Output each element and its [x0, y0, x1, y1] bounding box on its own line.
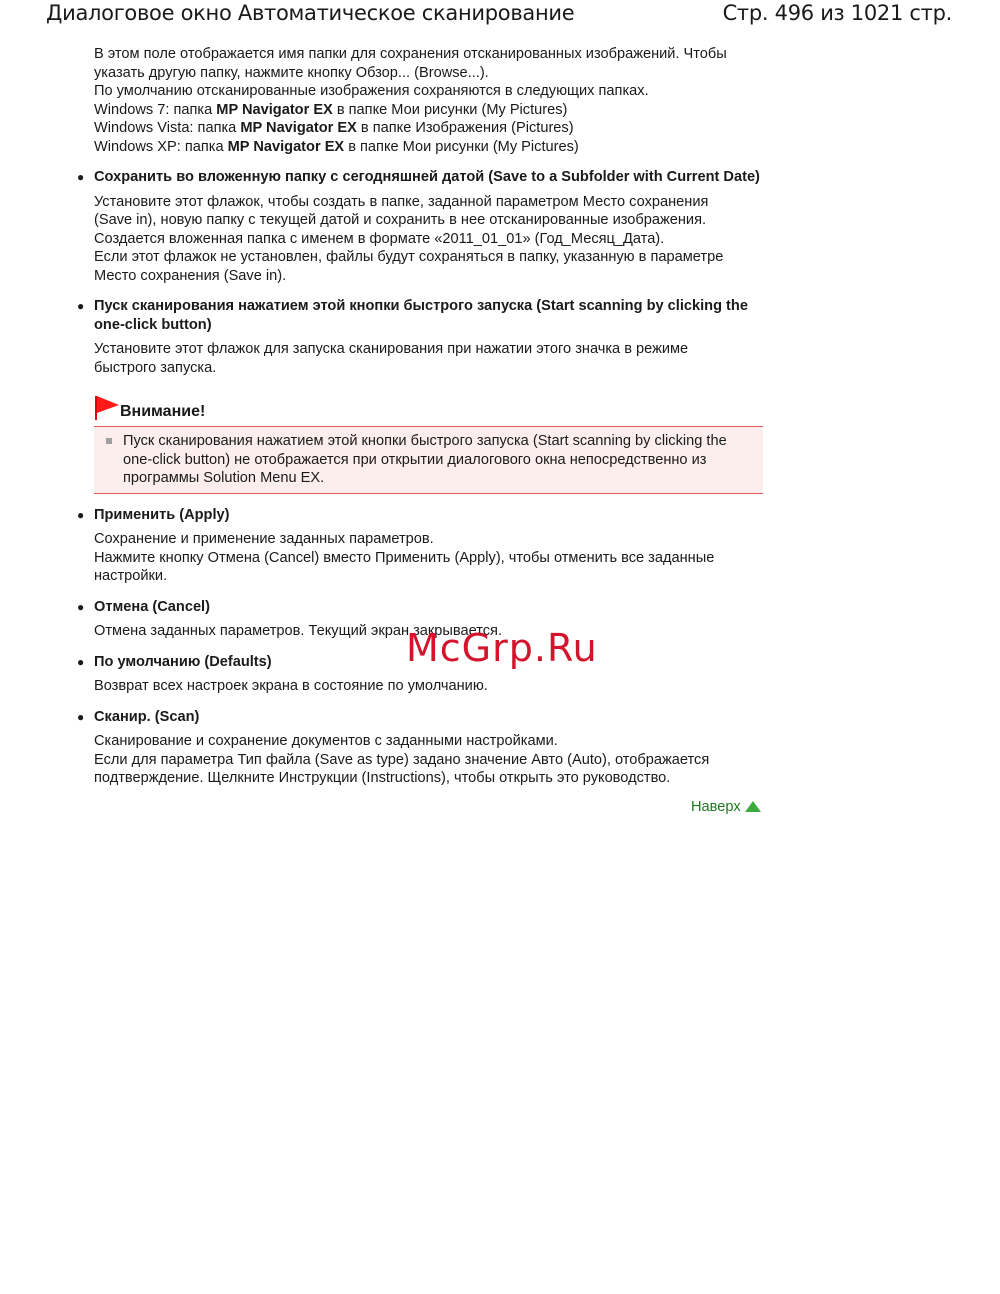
vista-folder: MP Navigator EX [240, 120, 357, 136]
apply-line-3: настройки. [94, 568, 168, 584]
back-to-top-label[interactable]: Наверх [691, 799, 741, 815]
subfolder-description [94, 193, 764, 286]
warning-line-1: Пуск сканирования нажатием этой кнопки быстрого запуска (Start scanning by clicking the [123, 433, 727, 449]
warning-box [94, 426, 763, 494]
watermark-logo: McGrp.Ru [406, 626, 598, 670]
defaults-line-1: Возврат всех настроек экрана в состояние по умолчанию. [94, 678, 488, 694]
scan-line-3: подтверждение. Щелкните Инструкции (Instructions), чтобы открыть это руководство. [94, 770, 671, 786]
cancel-title: Отмена (Cancel) [94, 598, 210, 615]
windows7-label: Windows 7: папка [94, 101, 217, 118]
bullet-icon: ● [77, 299, 85, 313]
vista-line [94, 119, 764, 138]
scan-title: Сканир. (Scan) [94, 708, 200, 725]
xp-location: в папке Мои рисунки (My Pictures) [344, 138, 579, 155]
subfolder-item [77, 168, 764, 285]
warning-title: Внимание! [120, 403, 206, 420]
square-bullet-icon [106, 438, 112, 444]
vista-label: Windows Vista: папка [94, 120, 241, 136]
subfolder-line-1: Установите этот флажок, чтобы создать в папке, заданной параметром Место сохранения [94, 193, 709, 210]
intro-line-2: указать другую папку, нажмите кнопку Обзор... (Browse...). [94, 64, 489, 81]
warning-line-3: программы Solution Menu EX. [123, 470, 325, 486]
page-counter: Стр. 496 из 1021 стр. [722, 1, 952, 25]
apply-title: Применить (Apply) [94, 506, 230, 523]
oneclick-description [94, 340, 764, 377]
warning-header [94, 397, 764, 426]
windows7-location: в папке Мои рисунки (My Pictures) [332, 101, 568, 118]
main-content [77, 45, 764, 788]
apply-description [94, 530, 764, 586]
bullet-icon: ● [77, 170, 85, 184]
subfolder-line-2: (Save in), новую папку с текущей датой и сохранить в нее отсканированные изображения. [94, 212, 707, 228]
page-title: Диалоговое окно Автоматическое сканирование [46, 1, 575, 25]
vista-location: в папке Изображения (Pictures) [356, 120, 574, 136]
scan-line-2: Если для параметра Тип файла (Save as type) задано значение Авто (Auto), отображается [94, 751, 710, 768]
windows7-line [94, 101, 764, 120]
oneclick-item [77, 297, 764, 377]
intro-section [94, 45, 764, 156]
windows7-folder: MP Navigator EX [216, 101, 333, 118]
apply-item [77, 506, 764, 586]
arrow-up-icon[interactable] [745, 801, 761, 812]
oneclick-line-2: быстрого запуска. [94, 359, 217, 376]
defaults-description [94, 677, 764, 696]
subfolder-line-4: Если этот флажок не установлен, файлы будут сохраняться в папку, указанную в параметре [94, 249, 724, 265]
bullet-icon: ● [77, 709, 85, 724]
red-flag-icon [94, 395, 120, 421]
bullet-icon: ● [77, 599, 85, 614]
bullet-icon: ● [77, 507, 85, 522]
bullet-icon: ● [77, 654, 85, 669]
scan-item [77, 708, 764, 788]
oneclick-line-1: Установите этот флажок для запуска сканирования при нажатии этого значка в режиме [94, 341, 689, 357]
xp-label: Windows XP: папка [94, 138, 228, 155]
apply-line-1: Сохранение и применение заданных параметров. [94, 531, 434, 547]
scan-description [94, 732, 764, 788]
warning-line-2: one-click button) не отображается при открытии диалогового окна непосредственно из [123, 451, 707, 468]
intro-line-1: В этом поле отображается имя папки для сохранения отсканированных изображений. Чтобы [94, 46, 727, 62]
back-to-top-link[interactable] [691, 799, 761, 815]
oneclick-title-1: Пуск сканирования нажатием этой кнопки быстрого запуска (Start scanning by clicking the [94, 298, 748, 314]
xp-line [94, 138, 764, 157]
subfolder-line-5: Место сохранения (Save in). [94, 267, 287, 284]
subfolder-title: Сохранить во вложенную папку с сегодняшней датой (Save to a Subfolder with Current Date) [94, 169, 760, 185]
defaults-title: По умолчанию (Defaults) [94, 653, 272, 670]
oneclick-title-2: one-click button) [94, 316, 212, 333]
xp-folder: MP Navigator EX [227, 138, 345, 155]
cancel-line-1: Отмена заданных параметров. Текущий экран закрывается. [94, 623, 503, 639]
scan-line-1: Сканирование и сохранение документов с заданными настройками. [94, 733, 558, 749]
intro-line-3: По умолчанию отсканированные изображения сохраняются в следующих папках. [94, 83, 649, 99]
subfolder-line-3: Создается вложенная папка с именем в формате «2011_01_01» (Год_Месяц_Дата). [94, 230, 665, 247]
apply-line-2: Нажмите кнопку Отмена (Cancel) вместо Применить (Apply), чтобы отменить все заданные [94, 549, 715, 566]
